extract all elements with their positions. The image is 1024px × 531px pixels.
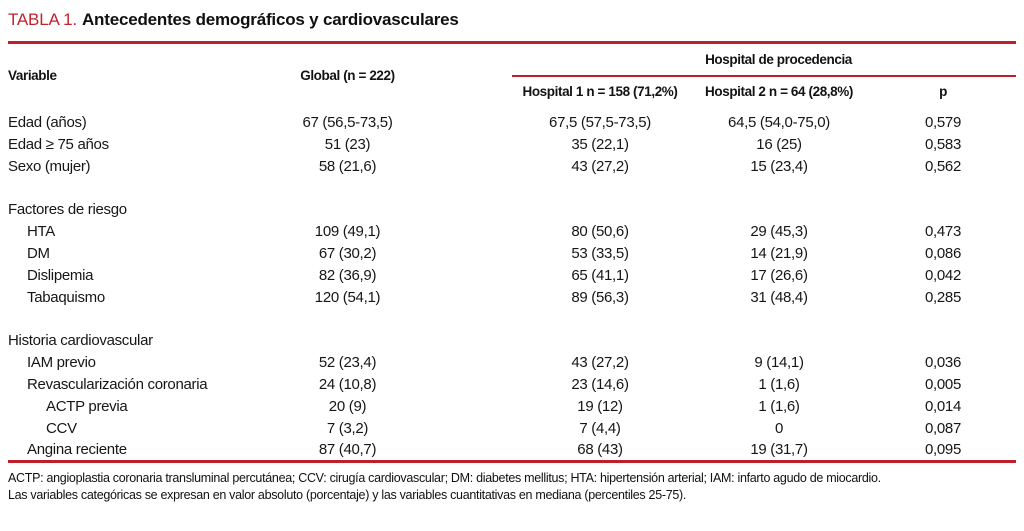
col-header-variable: Variable	[8, 67, 57, 83]
cell-hospital2: 17 (26,6)	[750, 267, 808, 284]
cell-p: 0,473	[924, 223, 962, 240]
table-header	[8, 43, 1016, 107]
table-row	[8, 287, 1016, 309]
table-row	[8, 396, 1016, 418]
table-row	[8, 352, 1016, 374]
cell-hospital2: 64,5 (54,0-75,0)	[728, 114, 830, 131]
table-row	[8, 440, 1016, 462]
table-caption	[8, 10, 1016, 30]
table-row	[8, 221, 1016, 243]
cell-variable: DM	[27, 245, 50, 262]
cell-hospital1	[512, 199, 688, 221]
cell-hospital1: 43 (27,2)	[571, 354, 629, 371]
cell-hospital1: 89 (56,3)	[571, 289, 629, 306]
cell-variable: HTA	[27, 223, 55, 240]
spacer-cell	[8, 309, 1016, 330]
cell-variable: Tabaquismo	[27, 289, 105, 306]
cell-hospital2: 19 (31,7)	[750, 441, 808, 459]
table-row	[8, 418, 1016, 440]
table-footnotes	[8, 470, 1016, 504]
cell-variable: Angina reciente	[27, 441, 127, 459]
footnote-abbreviations: ACTP: angioplastia coronaria transluminal percutánea; CCV: cirugía cardiovascular; DM: diabetes mellitus; HTA: hipertensión arterial; IAM: infarto agudo de miocardio.	[8, 471, 881, 485]
table-row	[8, 243, 1016, 265]
cell-hospital1: 53 (33,5)	[571, 245, 629, 262]
table-row	[8, 134, 1016, 156]
cell-hospital2: 16 (25)	[756, 136, 802, 153]
section-row	[8, 199, 1016, 221]
cell-hospital2: 1 (1,6)	[758, 376, 800, 393]
header-row-group	[8, 43, 1016, 76]
cell-p: 0,086	[924, 245, 962, 262]
cell-p: 0,014	[924, 398, 962, 415]
cell-p: 0,579	[924, 114, 962, 131]
cell-p: 0,042	[924, 267, 962, 284]
cell-hospital1: 65 (41,1)	[571, 267, 629, 284]
col-header-hospital1: Hospital 1 n = 158 (71,2%)	[522, 84, 678, 99]
col-header-p: p	[939, 84, 947, 99]
cell-hospital2: 29 (45,3)	[750, 223, 808, 240]
cell-variable: Edad (años)	[8, 114, 87, 131]
cell-hospital1: 7 (4,4)	[579, 420, 621, 437]
cell-variable: IAM previo	[27, 354, 96, 371]
cell-hospital1: 35 (22,1)	[571, 136, 629, 153]
cell-global: 52 (23,4)	[318, 354, 377, 371]
cell-hospital1: 43 (27,2)	[571, 158, 629, 175]
table-row	[8, 156, 1016, 178]
cell-variable: Sexo (mujer)	[8, 158, 91, 175]
col-group-header-hospital: Hospital de procedencia	[512, 43, 1016, 76]
cell-variable: Dislipemia	[27, 267, 94, 284]
cell-hospital1: 67,5 (57,5-73,5)	[549, 114, 651, 131]
cell-hospital1: 23 (14,6)	[571, 376, 629, 393]
cell-hospital2	[688, 199, 870, 221]
cell-p: 0,583	[924, 136, 962, 153]
cell-global: 67 (56,5-73,5)	[302, 114, 393, 131]
cell-p: 0,562	[924, 158, 962, 175]
cell-hospital2: 15 (23,4)	[750, 158, 808, 175]
section-row	[8, 330, 1016, 352]
cell-global: 51 (23)	[324, 136, 371, 153]
col-header-hospital2: Hospital 2 n = 64 (28,8%)	[705, 84, 853, 99]
cell-global: 24 (10,8)	[318, 376, 377, 393]
table-number: TABLA 1.	[8, 10, 77, 29]
cell-global: 109 (49,1)	[314, 223, 381, 240]
cell-hospital2: 1 (1,6)	[758, 398, 800, 415]
cell-hospital1: 19 (12)	[577, 398, 623, 415]
cell-p	[870, 199, 1016, 221]
cell-variable: CCV	[46, 420, 77, 437]
table-row	[8, 265, 1016, 287]
cell-hospital1: 80 (50,6)	[571, 223, 629, 240]
cell-variable: Revascularización coronaria	[27, 376, 208, 393]
cell-p	[870, 330, 1016, 352]
cell-variable: Edad ≥ 75 años	[8, 136, 109, 153]
cell-hospital2: 31 (48,4)	[750, 289, 808, 306]
data-table	[8, 41, 1016, 463]
spacer-row	[8, 309, 1016, 330]
cell-variable: ACTP previa	[46, 398, 128, 415]
cell-global	[285, 330, 512, 352]
cell-variable: Historia cardiovascular	[8, 332, 153, 349]
table-body	[8, 107, 1016, 462]
cell-p: 0,285	[924, 289, 962, 306]
cell-global: 7 (3,2)	[326, 420, 369, 437]
cell-p: 0,087	[924, 420, 962, 437]
cell-variable: Factores de riesgo	[8, 201, 127, 218]
col-header-global: Global (n = 222)	[300, 67, 395, 83]
cell-global: 67 (30,2)	[318, 245, 377, 262]
spacer-row	[8, 178, 1016, 199]
table-row	[8, 107, 1016, 134]
table-row	[8, 374, 1016, 396]
spacer-cell	[8, 178, 1016, 199]
cell-global	[285, 199, 512, 221]
cell-hospital1: 68 (43)	[577, 441, 623, 459]
cell-global: 82 (36,9)	[318, 267, 377, 284]
cell-global: 58 (21,6)	[318, 158, 377, 175]
cell-hospital2	[688, 330, 870, 352]
cell-global: 87 (40,7)	[318, 441, 377, 459]
cell-global: 120 (54,1)	[314, 289, 381, 306]
cell-hospital1	[512, 330, 688, 352]
table-title: Antecedentes demográficos y cardiovasculares	[81, 10, 459, 29]
cell-hospital2: 14 (21,9)	[750, 245, 808, 262]
footnote-methods: Las variables categóricas se expresan en valor absoluto (porcentaje) y las variables cuantitativas en mediana (percentiles 25-75).	[8, 488, 687, 502]
cell-hospital2: 0	[774, 420, 784, 437]
cell-hospital2: 9 (14,1)	[754, 354, 804, 371]
cell-global: 20 (9)	[328, 398, 367, 415]
cell-p: 0,036	[924, 354, 962, 371]
cell-p: 0,005	[924, 376, 962, 393]
cell-p: 0,095	[924, 441, 962, 459]
